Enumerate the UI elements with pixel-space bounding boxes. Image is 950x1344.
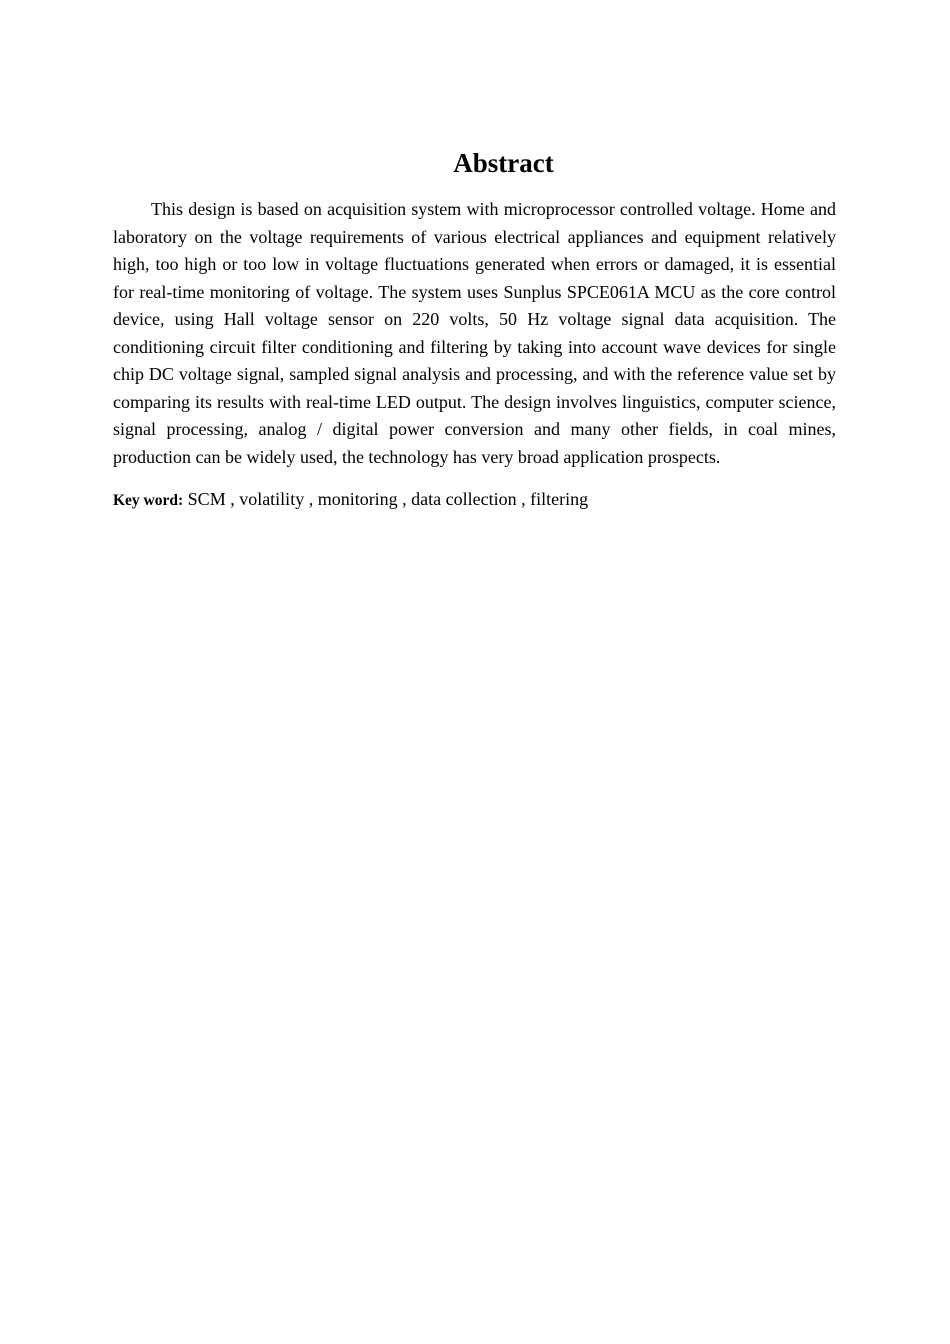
abstract-body: This design is based on acquisition system with microprocessor controlled voltage. Home and laboratory on the voltage requirements of various electrical appliances and equipment relatively high, too high or too low in voltage fluctuations generated when errors or damaged, it is essential for real-time monitoring of voltage. The system uses Sunplus SPCE061A MCU as the core control device, using Hall voltage sensor on 220 volts, 50 Hz voltage signal data acquisition. The conditioning circuit filter conditioning and filtering by taking into account wave devices for single chip DC voltage signal, sampled signal analysis and processing, and with the reference value set by comparing its results with real-time LED output. The design involves linguistics, computer science, signal processing, analog / digital power conversion and many other fields, in coal mines, production can be widely used, the technology has very broad application prospects. xyxy=(113,199,836,467)
abstract-title: Abstract xyxy=(453,148,554,178)
keywords-line xyxy=(113,486,836,514)
keywords-list: SCM , volatility , monitoring , data collection , filtering xyxy=(187,489,589,509)
abstract-section xyxy=(113,144,836,514)
keywords-label: Key word: xyxy=(113,492,184,509)
